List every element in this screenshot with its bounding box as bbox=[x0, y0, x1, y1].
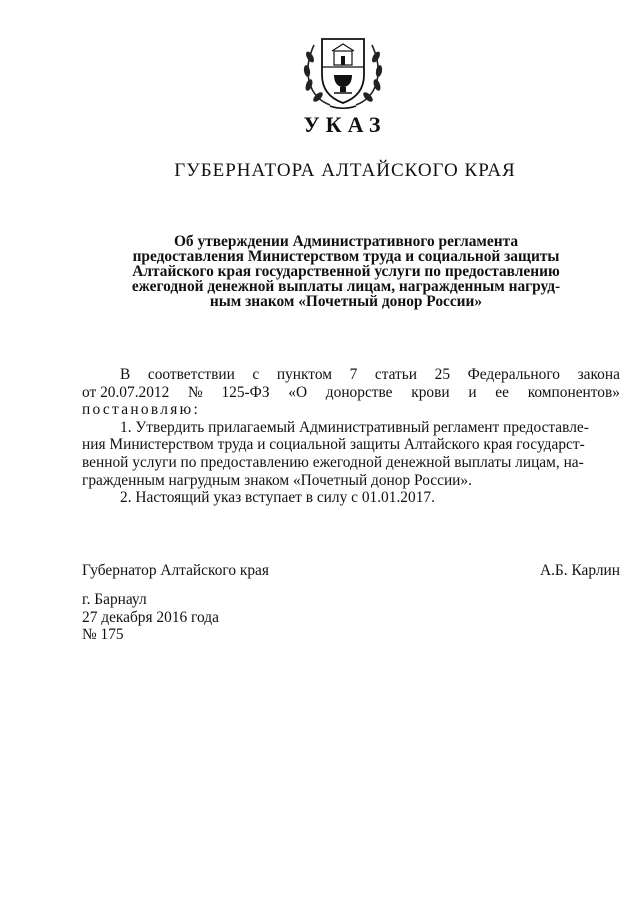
word: пунктом bbox=[276, 366, 332, 383]
place-date-block bbox=[82, 591, 219, 644]
paragraph-line bbox=[82, 384, 620, 402]
coat-of-arms-icon bbox=[300, 27, 386, 113]
word: «О bbox=[288, 383, 308, 401]
signatory-name: А.Б. Карлин bbox=[539, 562, 620, 579]
heading-line: ным знаком «Почетный донор России» bbox=[209, 293, 483, 310]
signatory-position: Губернатор Алтайского края bbox=[82, 562, 269, 579]
decree-date: 27 декабря 2016 года bbox=[82, 608, 219, 626]
item-2-line: 2. Настоящий указ вступает в силу с 01.01.2017. bbox=[120, 489, 435, 507]
word: 125-ФЗ bbox=[221, 383, 270, 401]
word: крови bbox=[411, 383, 450, 401]
item-1-line: гражденным нагрудным знаком «Почетный донор России». bbox=[82, 471, 472, 489]
heading-line: ежегодной денежной выплаты лицам, награжденным нагруд- bbox=[131, 278, 561, 295]
heading-line: предоставления Министерством труда и социальной защиты bbox=[132, 248, 560, 265]
word: 25 bbox=[434, 366, 451, 383]
issuer-subtitle: ГУБЕРНАТОРА АЛТАЙСКОГО КРАЯ bbox=[174, 160, 516, 181]
word: донорстве bbox=[325, 383, 393, 401]
word: компонентов» bbox=[527, 383, 620, 401]
word: соответствии bbox=[147, 366, 235, 383]
word: с bbox=[252, 366, 260, 383]
word: Федерального bbox=[467, 366, 560, 383]
word: от 20.07.2012 bbox=[82, 383, 170, 401]
word: 7 bbox=[349, 366, 358, 383]
word: В bbox=[120, 366, 131, 383]
decree-body bbox=[82, 366, 620, 507]
word: закона bbox=[577, 366, 620, 383]
signature-block bbox=[82, 562, 620, 580]
document-title: УКАЗ bbox=[303, 112, 387, 137]
item-1-line: ния Министерством труда и социальной защиты Алтайского края государст- bbox=[82, 436, 585, 454]
resolution-word: постановляю: bbox=[82, 401, 201, 419]
word: статьи bbox=[374, 366, 418, 383]
paragraph-line bbox=[82, 366, 620, 384]
decree-number: № 175 bbox=[82, 626, 124, 644]
heading-line: Об утверждении Административного регламента bbox=[173, 233, 519, 250]
item-1-line: венной услуги по предоставлению ежегодной денежной выплаты лицам, на- bbox=[82, 453, 584, 471]
city: г. Барнаул bbox=[82, 591, 147, 608]
decree-heading bbox=[110, 234, 582, 309]
word: ее bbox=[495, 383, 509, 401]
word: № bbox=[188, 383, 203, 401]
word: и bbox=[468, 383, 477, 401]
heading-line: Алтайского края государственной услуги по предоставлению bbox=[132, 263, 560, 280]
item-1-line: 1. Утвердить прилагаемый Административный регламент предоставле- bbox=[120, 418, 589, 436]
